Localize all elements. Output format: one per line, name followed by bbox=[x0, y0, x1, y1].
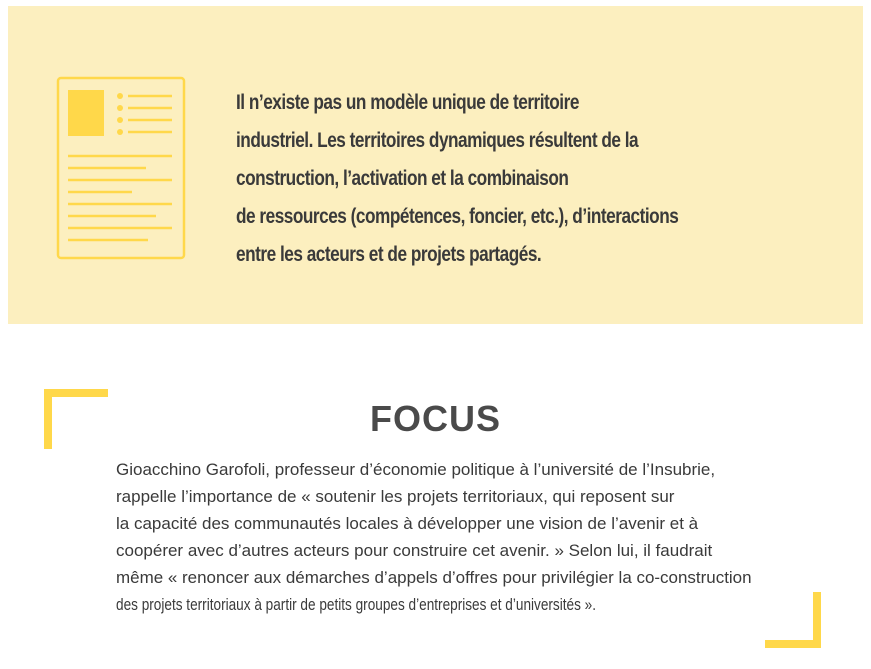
corner-bracket-bottom-right bbox=[765, 592, 821, 648]
focus-line: la capacité des communautés locales à développer une vision de l’avenir et à bbox=[116, 514, 699, 533]
callout-line: construction, l’activation et la combinaison bbox=[236, 167, 569, 190]
focus-body bbox=[116, 456, 752, 618]
callout-box bbox=[8, 6, 863, 324]
focus-line: Gioacchino Garofoli, professeur d’économie politique à l’université de l’Insubrie, bbox=[116, 460, 716, 479]
focus-line: même « renoncer aux démarches d’appels d’offres pour privilégier la co-construction bbox=[116, 568, 752, 587]
callout-text bbox=[236, 84, 728, 274]
callout-line: industriel. Les territoires dynamiques résultent de la bbox=[236, 129, 639, 152]
callout-line: de ressources (compétences, foncier, etc.), d’interactions bbox=[236, 205, 679, 228]
callout-line: entre les acteurs et de projets partagés. bbox=[236, 243, 542, 266]
focus-line: rappelle l’importance de « soutenir les projets territoriaux, qui reposent sur bbox=[116, 487, 675, 506]
focus-line: coopérer avec d’autres acteurs pour construire cet avenir. » Selon lui, il faudrait bbox=[116, 541, 713, 560]
focus-title: FOCUS bbox=[370, 398, 501, 439]
callout-line: Il n’existe pas un modèle unique de territoire bbox=[236, 91, 579, 114]
document-icon bbox=[56, 76, 186, 260]
focus-line: des projets territoriaux à partir de petits groupes d’entreprises et d’universités ». bbox=[116, 595, 597, 614]
